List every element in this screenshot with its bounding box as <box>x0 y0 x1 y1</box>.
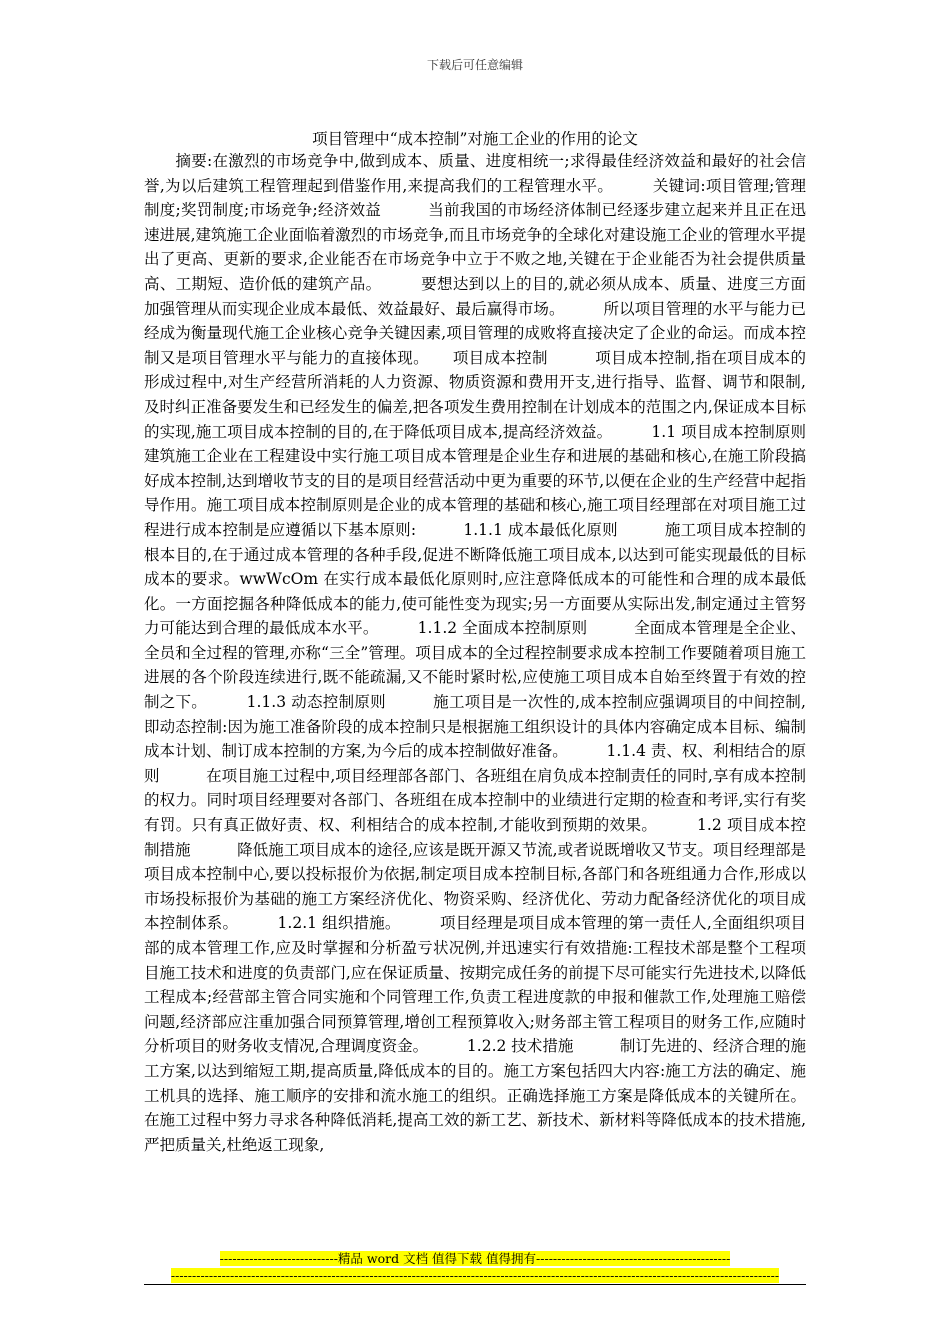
footer-highlight-2: ------------------------------------------------------------------------------------------------------------------------------------------------ <box>170 1268 780 1283</box>
footer-line-2 <box>144 1267 806 1284</box>
footer-rule <box>144 1284 806 1285</box>
document-title: 项目管理中“成本控制”对施工企业的作用的论文 <box>312 130 638 148</box>
document-body <box>144 149 853 1157</box>
page-header: 下载后可任意编辑 <box>426 58 523 72</box>
footer-line-1 <box>144 1250 806 1267</box>
footer-banner <box>144 1250 806 1284</box>
footer-highlight-1: ----------------------------精品 word 文档 值得下载 值得拥有---------------------------------------------- <box>219 1251 731 1266</box>
body-paragraph: 摘要:在激烈的市场竞争中,做到成本、质量、进度相统一;求得最佳经济效益和最好的社会信誉,为以后建筑工程管理起到借鉴作用,来提高我们的工程管理水平。 关键词:项目管理;管理制度;奖罚制度;市场竞争;经济效益 当前我国的市场经济体制已经逐步建立起来并且正在迅速进展,建筑施工企业面临着激烈的市场竞争,而且市场竞争的全球化对建设施工企业的管理水平提出了更高、更新的要求,企业能否在市场竞争中立于不败之地,关键在于企业能否为社会提供质量高、工期短、造价低的建筑产品。 要想达到以上的目的,就必须从成本、质量、进度三方面加强管理从而实现企业成本最低、效益最好、最后赢得市场。 所以项目管理的水平与能力已经成为衡量现代施工企业核心竞争关键因素,项目管理的成败将直接决定了企业的命运。而成本控制又是项目管理水平与能力的直接体现。 项目成本控制 项目成本控制,指在项目成本的形成过程中,对生产经营所消耗的人力资源、物质资源和费用开支,进行指导、监督、调节和限制,及时纠正准备要发生和已经发生的偏差,把各项发生费用控制在计划成本的范围之内,保证成本目标的实现,施工项目成本控制的目的,在于降低项目成本,提高经济效益。 1.1 项目成本控制原则 建筑施工企业在工程建设中实行施工项目成本管理是企业生存和进展的基础和核心,在施工阶段搞好成本控制,达到增收节支的目的是项目经营活动中更为重要的环节,以便在企业的生产经营中起指导作用。施工项目成本控制原则是企业的成本管理的基础和核心,施工项目经理部在对项目施工过程进行成本控制是应遵循以下基本原则: 1.1.1 成本最低化原则 施工项目成本控制的根本目的,在于通过成本管理的各种手段,促进不断降低施工项目成本,以达到可能实现最低的目标成本的要求。wwWcOm 在实行成本最低化原则时,应注意降低成本的可能性和合理的成本最低化。一方面挖掘各种降低成本的能力,使可能性变为现实;另一方面要从实际出发,制定通过主管努力可能达到合理的最低成本水平。 1.1.2 全面成本控制原则 全面成本管理是全企业、全员和全过程的管理,亦称“三全”管理。项目成本的全过程控制要求成本控制工作要随着项目施工进展的各个阶段连续进行,既不能疏漏,又不能时紧时松,应使施工项目成本自始至终置于有效的控制之下。 1.1.3 动态控制原则 施工项目是一次性的,成本控制应强调项目的中间控制,即动态控制:因为施工准备阶段的成本控制只是根据施工组织设计的具体内容确定成本目标、编制成本计划、制订成本控制的方案,为今后的成本控制做好准备。 1.1.4 责、权、利相结合的原则 在项目施工过程中,项目经理部各部门、各班组在肩负成本控制责任的同时,享有成本控制的权力。同时项目经理要对各部门、各班组在成本控制中的业绩进行定期的检查和考评,实行有奖有罚。只有真正做好责、权、利相结合的成本控制,才能收到预期的效果。 1.2 项目成本控制措施 降低施工项目成本的途径,应该是既开源又节流,或者说既增收又节支。项目经理部是项目成本控制中心,要以投标报价为依据,制定项目成本控制目标,各部门和各班组通力合作,形成以市场投标报价为基础的施工方案经济优化、物资采购、经济优化、劳动力配备经济优化的项目成本控制体系。 1.2.1 组织措施。 项目经理是项目成本管理的第一责任人,全面组织项目部的成本管理工作,应及时掌握和分析盈亏状况例,并迅速实行有效措施:工程技术部是整个工程项目施工技术和进度的负责部门,应在保证质量、按期完成任务的前提下尽可能实行先进技术,以降低工程成本;经营部主管合同实施和个同管理工作,负责工程进度款的申报和催款工作,处理施工赔偿问题,经济部应注重加强合同预算管理,增创工程预算收入;财务部主管工程项目的财务工作,应随时分析项目的财务收支情况,合理调度资金。 1.2.2 技术措施 制订先进的、经济合理的施工方案,以达到缩短工期,提高质量,降低成本的目的。施工方案包括四大内容:施工方法的确定、施工机具的选择、施工顺序的安排和流水施工的组织。正确选择施工方案是降低成本的关键所在。在施工过程中努力寻求各种降低消耗,提高工效的新工艺、新技术、新材料等降低成本的技术措施,严把质量关,杜绝返工现象, <box>144 152 853 1154</box>
